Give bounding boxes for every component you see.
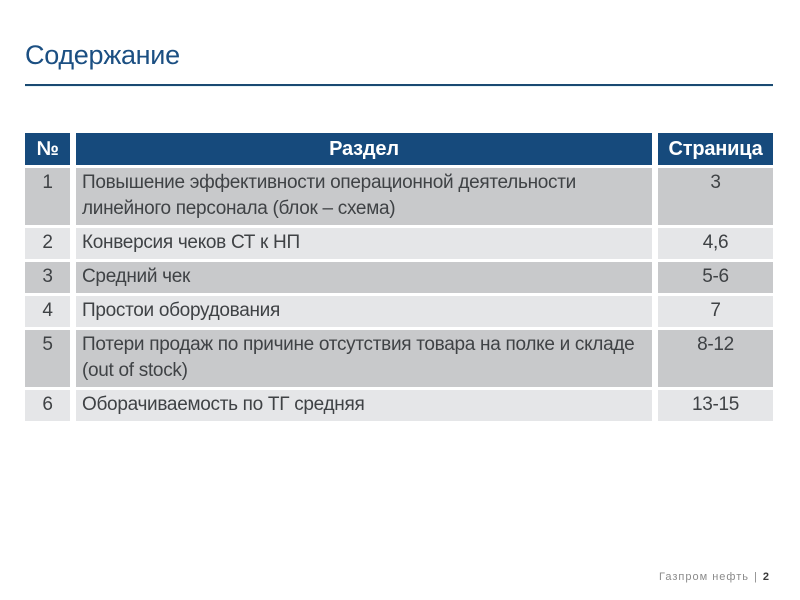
row-number: 3 xyxy=(25,262,76,296)
footer-separator: | xyxy=(754,571,758,583)
column-header-number: № xyxy=(25,133,76,168)
row-section: Потери продаж по причине отсутствия товара на полке и складе (out of stock) xyxy=(76,330,658,390)
row-number: 4 xyxy=(25,296,76,330)
row-number: 2 xyxy=(25,228,76,262)
row-number: 1 xyxy=(25,168,76,228)
row-number: 6 xyxy=(25,390,76,424)
row-page: 13-15 xyxy=(658,390,773,424)
slide-footer xyxy=(659,571,769,583)
table-row xyxy=(25,168,773,228)
row-page: 5-6 xyxy=(658,262,773,296)
row-page: 7 xyxy=(658,296,773,330)
row-section: Повышение эффективности операционной деятельности линейного персонала (блок – схема) xyxy=(76,168,658,228)
contents-table xyxy=(25,133,773,424)
footer-page-number: 2 xyxy=(762,571,769,583)
row-section: Оборачиваемость по ТГ средняя xyxy=(76,390,658,424)
row-page: 8-12 xyxy=(658,330,773,390)
table-row xyxy=(25,228,773,262)
table-header-row xyxy=(25,133,773,168)
row-page: 3 xyxy=(658,168,773,228)
row-page: 4,6 xyxy=(658,228,773,262)
title-divider-line xyxy=(25,84,773,87)
footer-company-name: Газпром нефть xyxy=(659,571,750,583)
page-title: Содержание xyxy=(25,40,180,70)
row-section: Конверсия чеков СТ к НП xyxy=(76,228,658,262)
row-section: Средний чек xyxy=(76,262,658,296)
table-row xyxy=(25,262,773,296)
column-header-page: Страница xyxy=(658,133,773,168)
table-row xyxy=(25,390,773,424)
column-header-section: Раздел xyxy=(76,133,658,168)
row-section: Простои оборудования xyxy=(76,296,658,330)
table-row xyxy=(25,330,773,390)
table-row xyxy=(25,296,773,330)
row-number: 5 xyxy=(25,330,76,390)
